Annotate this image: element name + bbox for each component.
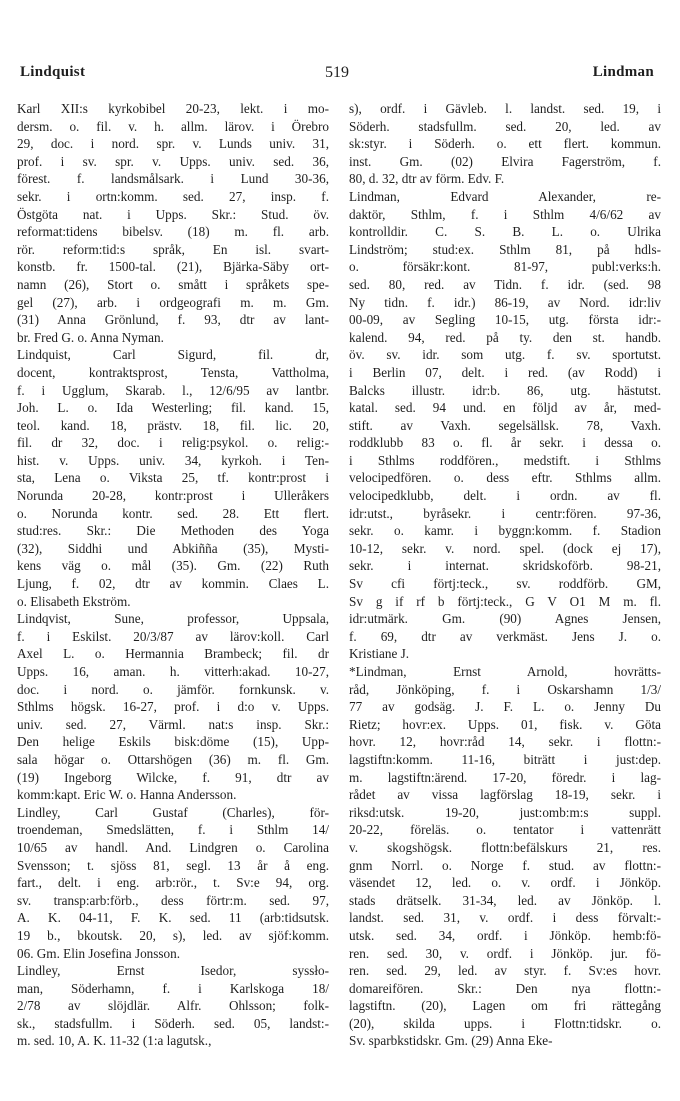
text-line: (31) Anna Grönlund, f. 93, dtr av lant- [17,312,329,328]
text-line: sala högar o. Ottarshögen (36) m. fl. Gm. [17,751,329,767]
text-line: Lindquist, Carl Sigurd, fil. dr, [17,347,329,363]
text-line: o. Norunda kontr. sed. 28. Ett flert. [17,505,329,521]
text-line: br. Fred G. o. Anna Nyman. [17,329,164,345]
text-line: konstb. fr. 1500-tal. (21), Bjärka-Säby ort- [17,259,329,275]
text-line: förest. f. landsmålsark. i Lund 30-36, [17,171,329,187]
text-line: Sv. sparbkstidskr. Gm. (29) Anna Eke- [349,1033,553,1049]
text-line: namn (26), Stort o. smått i språkets spe- [17,276,329,292]
text-line: idr:utst., byråsekr. i centr:fören. 97-36, [349,505,661,521]
text-line: s), ordf. i Gävleb. l. landst. sed. 19, i [349,101,661,116]
text-line: stift. av Vaxh. segelsällsk. 78, Vaxh. [349,417,661,433]
text-line: Sv cfi förtj:teck., sv. roddförb. GM, [349,576,661,592]
text-line: sv. transp:arb:förb., dess förtr:m. sed. 97, [17,892,329,908]
text-line: 06. Gm. Elin Josefina Jonsson. [17,945,181,961]
text-line: sekr. i ortn:komm. sed. 27, insp. f. [17,188,329,204]
text-line: f. i Eskilst. 20/3/87 av lärov:koll. Carl [17,628,329,644]
page-number: 519 [325,64,349,81]
text-line: m. lagstiftn:ärend. 17-20, föredr. i lag- [349,769,661,785]
header-right-name: Lindman [592,64,654,80]
text-line: gel (27), arb. i ordgeografi m. m. Gm. [17,294,329,310]
text-line: o. Elisabeth Ekström. [17,593,131,609]
text-line: 80, d. 32, dtr av förm. Edv. F. [349,171,505,187]
header-left-name: Lindquist [20,64,86,80]
text-line: utsk. sed. 34, ordf. i Jönköp. hemb:fö- [349,927,661,943]
text-line: (19) Ingeborg Wilcke, f. 91, dtr av [17,769,329,785]
text-line: inst. Gm. (02) Elvira Fagerström, f. [349,153,661,169]
text-line: dersm. o. fil. v. h. allm. lärov. i Örebro [17,118,329,134]
page-header [20,64,654,88]
text-line: Ny tidn. f. idr.) 86-19, av Nord. idr:liv [349,294,661,310]
text-line: rådet av vissa lagförslag 18-19, sekr. i [349,787,661,803]
text-line: Lindqvist, Sune, professor, Uppsala, [17,611,329,627]
text-line: öv. sv. idr. som utg. f. sv. sportutst. [349,347,661,363]
text-line: Lindley, Carl Gustaf (Charles), för- [17,804,329,820]
text-line: sed. 80, red. av Tidn. f. idr. (sed. 98 [349,276,661,292]
text-line: Norunda 20-28, kontr:prost i Ulleråkers [17,488,329,504]
text-line: reformat:tidens bibelsv. (18) m. fl. arb. [17,224,329,240]
text-line: Söderh. stadsfullm. sed. 20, led. av [349,118,661,134]
right-column [349,100,661,1050]
text-line: 10/65 av handl. And. Lindgren o. Carolina [17,839,329,855]
text-line: f. i Ugglum, Skarab. l., 12/6/95 av lantbr. [17,382,329,398]
text-line: i Berlin 07, delt. i red. (av Rodd) i [349,364,661,380]
text-line: Joh. L. o. Ida Westerling; fil. kand. 15, [17,400,329,416]
text-line: katal. sed. 94 und. en följd av år, med- [349,400,661,416]
text-line: sekr. i internat. skridskoförb. 98-21, [349,558,661,574]
text-line: Rietz; hovr:ex. Upps. 01, fisk. v. Göta [349,716,661,732]
text-line: Lindman, Edvard Alexander, re- [349,188,661,204]
text-line: landst. sed. 31, v. ordf. i dess förvalt:- [349,910,661,926]
text-line: råd, Jönköping, f. i Oskarshamn 1/3/ [349,681,661,697]
text-line: Axel L. o. Hermannia Brambeck; fil. dr [17,646,329,662]
text-line: fart., delt. i eng. arb:rör., t. Sv:e 94, org. [17,875,329,891]
text-line: man, Söderhamn, f. i Karlskoga 18/ [17,980,329,996]
text-line: Karl XII:s kyrkobibel 20-23, lekt. i mo- [17,101,329,116]
text-line: kontrolldir. C. S. B. L. o. Ulrika [349,224,661,240]
text-line: kens väg o. mål (35). Gm. (22) Ruth [17,558,329,574]
text-line: domareifören. Skr.: Den nya flottn:- [349,980,661,996]
text-line: stads drätselk. 31-34, led. av Jönköp. l. [349,892,661,908]
text-line: v. skogshögsk. flottn:befälskurs 21, res. [349,839,661,855]
text-line: Sthlms högsk. 16-27, prof. i d:o v. Upps. [17,699,329,715]
text-line: fil. dr 32, doc. i relig:psykol. o. relig:- [17,435,329,451]
text-line: 10-12, sekr. v. nord. spel. (dock ej 17), [349,540,661,556]
text-line: doc. i nord. o. jämför. fornkunsk. v. [17,681,329,697]
left-column [17,100,329,1050]
text-line: lagstiftn:komm. 11-16, biträtt i just:dep. [349,751,661,767]
text-line: teol. kand. 18, prästv. 18, fil. lic. 20, [17,417,329,433]
text-line: velocipedklubb, delt. i ordn. av fl. [349,488,661,504]
text-line: hist. v. Upps. univ. 34, kyrkoh. i Ten- [17,452,329,468]
text-line: 20-22, föreläs. o. tentator i vattenrätt [349,822,661,838]
text-line: 29, doc. i nord. spr. v. Lunds univ. 31, [17,136,329,152]
text-line: 19 b., bkoutsk. 20, s), led. av sjöf:komm. [17,927,329,943]
text-line: Kristiane J. [349,646,410,662]
text-line: 77 av godsäg. J. F. L. o. Jenny Du [349,699,661,715]
text-line: Sv g if rf b förtj:teck., G V O1 M m. fl. [349,593,661,609]
text-line: A. K. 04-11, F. K. sed. 11 (arb:tidsutsk. [17,910,329,926]
text-line: Ljung, f. 02, dtr av kommin. Claes L. [17,576,329,592]
text-line: komm:kapt. Eric W. o. Hanna Andersson. [17,787,237,803]
text-line: ren. sed. 30, v. ordf. i Jönköp. jur. fö- [349,945,661,961]
text-line: Lindström; stud:ex. Sthlm 81, på hdls- [349,241,661,257]
text-line: väsendet 12, led. o. v. ordf. i Jönköp. [349,875,661,891]
text-line: Östgöta nat. i Upps. Skr.: Stud. öv. [17,206,329,222]
text-line: kalend. 94, red. på ty. den st. handb. [349,329,661,345]
text-line: prof. i sv. spr. v. Upps. univ. sed. 36, [17,153,329,169]
text-line: daktör, Sthlm, f. i Sthlm 4/6/62 av [349,206,661,222]
text-line: Lindley, Ernst Isedor, syssło- [17,963,329,979]
text-line: sekr. o. kamr. i byggn:komm. f. Stadion [349,523,661,539]
text-line: o. försäkr:kont. 81-97, publ:verks:h. [349,259,661,275]
text-line: sta, Lena o. Viksta 25, tf. kontr:prost i [17,470,329,486]
text-line: roddklubb 83 o. fl. år sekr. i dessa o. [349,435,661,451]
text-line: 2/78 av slöjdlär. Alfr. Ohlsson; folk- [17,998,329,1014]
text-line: rör. reform:tid:s språk, En isl. svart- [17,241,329,257]
text-line: (32), Siddhi und Abkiñña (35), Mysti- [17,540,329,556]
text-line: Svensson; t. sjöss 81, segl. 13 år å eng. [17,857,329,873]
text-line: m. sed. 10, A. K. 11-32 (1:a lagutsk., [17,1033,212,1049]
text-line: 00-09, av Segling 10-15, utg. första idr:- [349,312,661,328]
text-line: gnm Norrl. o. Norge f. stud. av flottn:- [349,857,661,873]
text-line: riksd:utsk. 19-20, just:omb:m:s suppl. [349,804,661,820]
text-line: Upps. 16, aman. h. vitterh:akad. 10-27, [17,664,329,679]
text-line: *Lindman, Ernst Arnold, hovrätts- [349,664,661,679]
text-line: velocipedfören. o. dess eftr. Sthlms allm. [349,470,661,486]
text-line: f. 69, dtr av verkmäst. Jens J. o. [349,628,661,644]
text-line: Balcks illustr. idr:b. 86, utg. hästutst. [349,382,661,398]
text-line: (20), skilda upps. i Flottn:tidskr. o. [349,1015,661,1031]
text-line: sk., stadsfullm. i Söderh. sed. 05, landst:- [17,1015,329,1031]
text-line: docent, kontraktsprost, Tensta, Vattholma, [17,364,329,380]
text-line: Den helige Eskils bisk:döme (15), Upp- [17,734,329,750]
text-line: lagstiftn. (20), Lagen om fri rättegång [349,998,661,1014]
text-line: hovr. 12, hovr:råd 14, sekr. i flottn:- [349,734,661,750]
text-line: idr:utmärk. Gm. (90) Agnes Jensen, [349,611,661,627]
text-line: univ. sed. 27, Värml. nat:s insp. Skr.: [17,716,329,732]
text-line: sk:styr. i Söderh. o. ett flert. kommun. [349,136,661,152]
text-line: stud:res. Skr.: Die Methoden des Yoga [17,523,329,539]
text-line: troendeman, Smedslätten, f. i Sthlm 14/ [17,822,329,838]
text-line: ren. sed. 29, led. av styr. f. Sv:es hovr. [349,963,661,979]
text-line: i Sthlms roddfören., medstift. i Sthlms [349,452,661,468]
